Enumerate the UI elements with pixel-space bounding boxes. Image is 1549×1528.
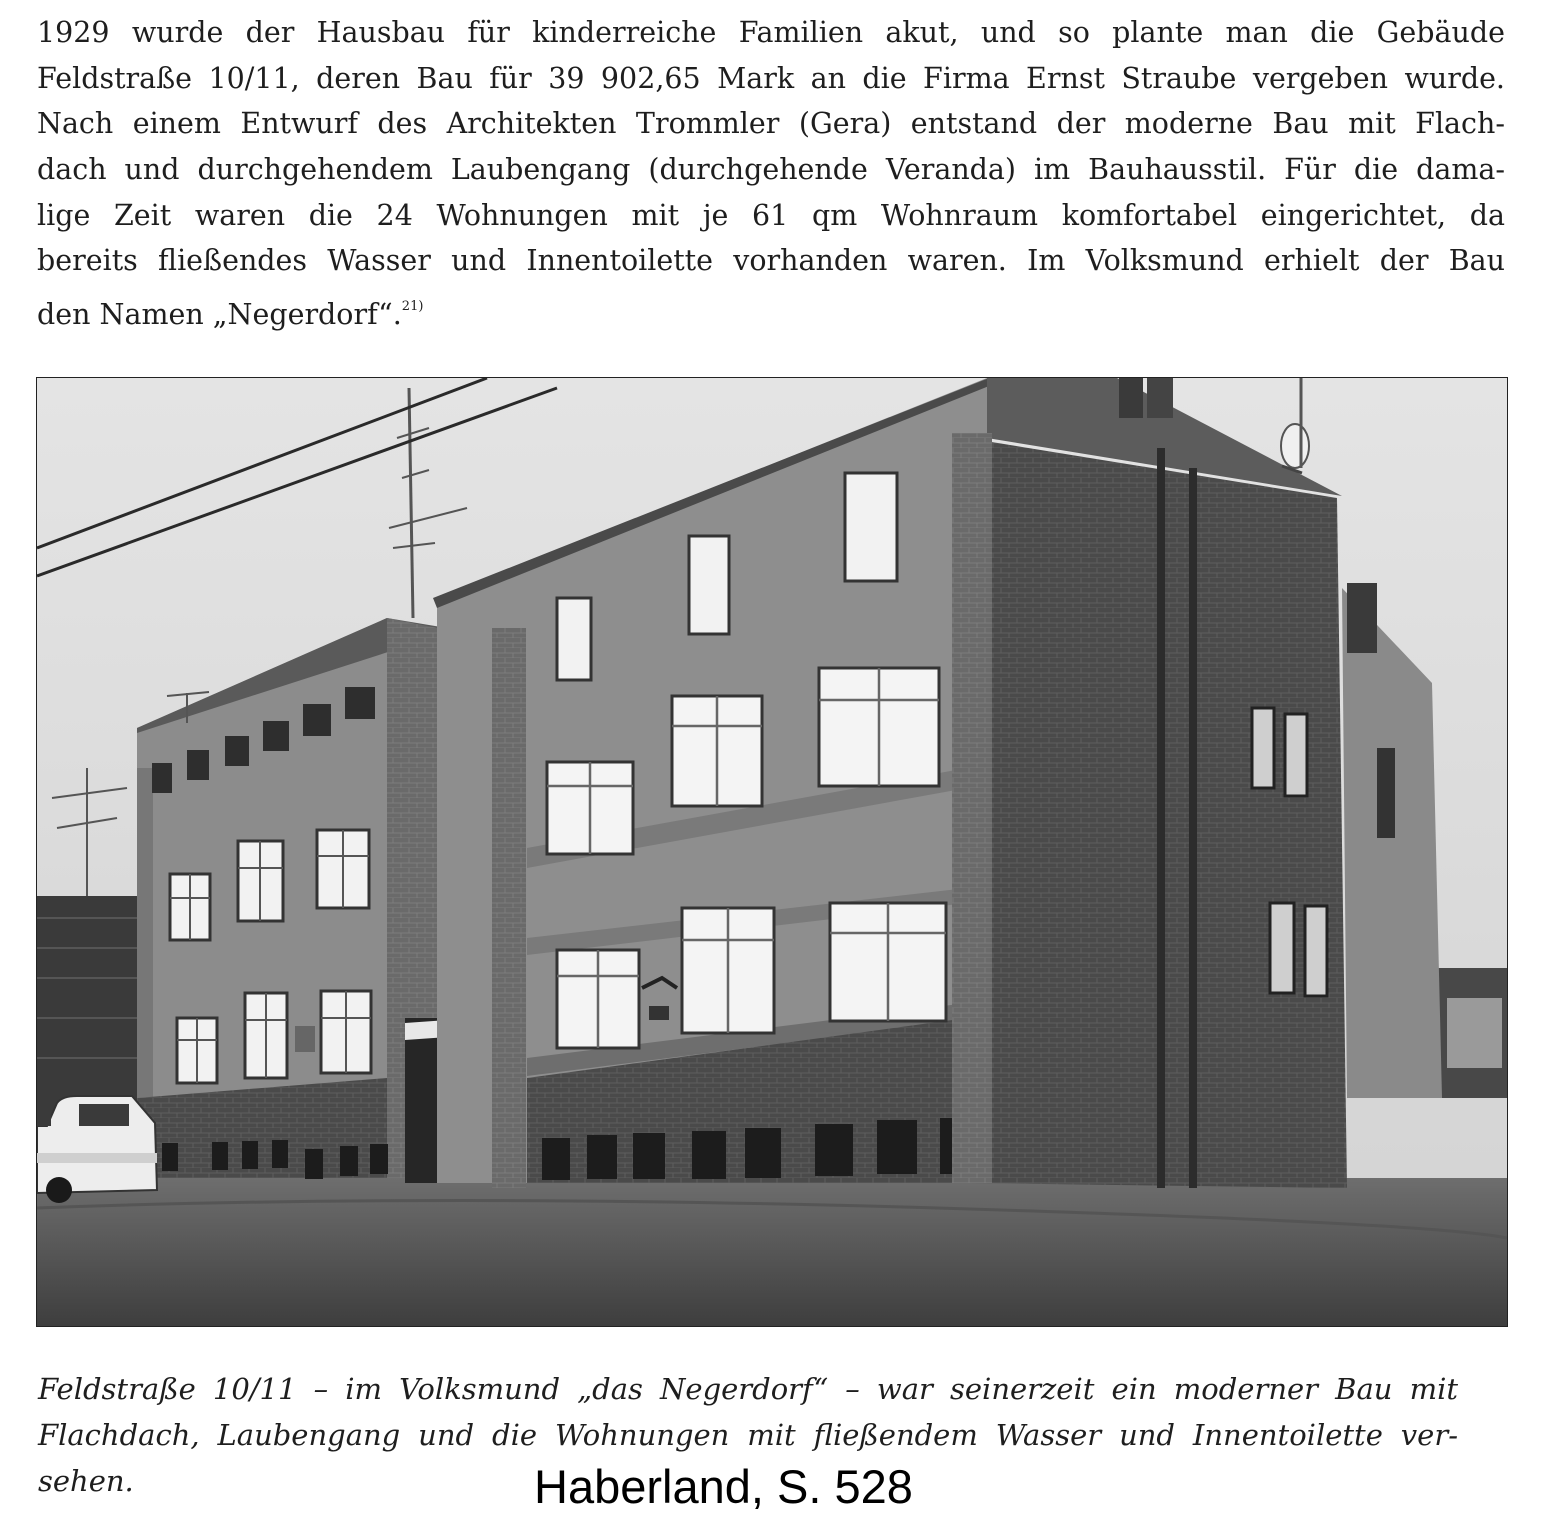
footnote-marker: 21) [401, 299, 424, 315]
paragraph-line: den Namen „Negerdorf“. [37, 298, 402, 332]
building-photo [36, 377, 1508, 1327]
paragraph-line: Feldstraße 10/11, deren Bau für 39 902,65 Mark an die Firma Ernst Straube vergeben wurde. [37, 61, 1505, 95]
caption-line: Flachdach, Laubengang und die Wohnungen mit fließendem Wasser und Innentoilette ver- [38, 1418, 1458, 1452]
paragraph-line: dach und durchgehendem Laubengang (durchgehende Veranda) im Bauhausstil. Für die dama- [37, 153, 1505, 187]
caption-line: sehen. [38, 1464, 134, 1498]
paragraph-line: lige Zeit waren die 24 Wohnungen mit je 61 qm Wohnraum komfortabel eingerichtet, da [37, 198, 1505, 232]
caption-line: Feldstraße 10/11 – im Volksmund „das Negerdorf“ – war seinerzeit ein moderner Bau mit [38, 1372, 1458, 1406]
source-label: Haberland, S. 528 [534, 1460, 913, 1513]
paragraph-line: Nach einem Entwurf des Architekten Trommler (Gera) entstand der moderne Bau mit Flach- [37, 107, 1505, 141]
paragraph-line: 1929 wurde der Hausbau für kinderreiche Familien akut, und so plante man die Gebäude [37, 16, 1505, 49]
body-paragraph [37, 10, 1505, 330]
paragraph-last-line [37, 284, 1505, 330]
paragraph-line: bereits fließendes Wasser und Innentoilette vorhanden waren. Im Volksmund erhielt der Bau [37, 244, 1505, 278]
